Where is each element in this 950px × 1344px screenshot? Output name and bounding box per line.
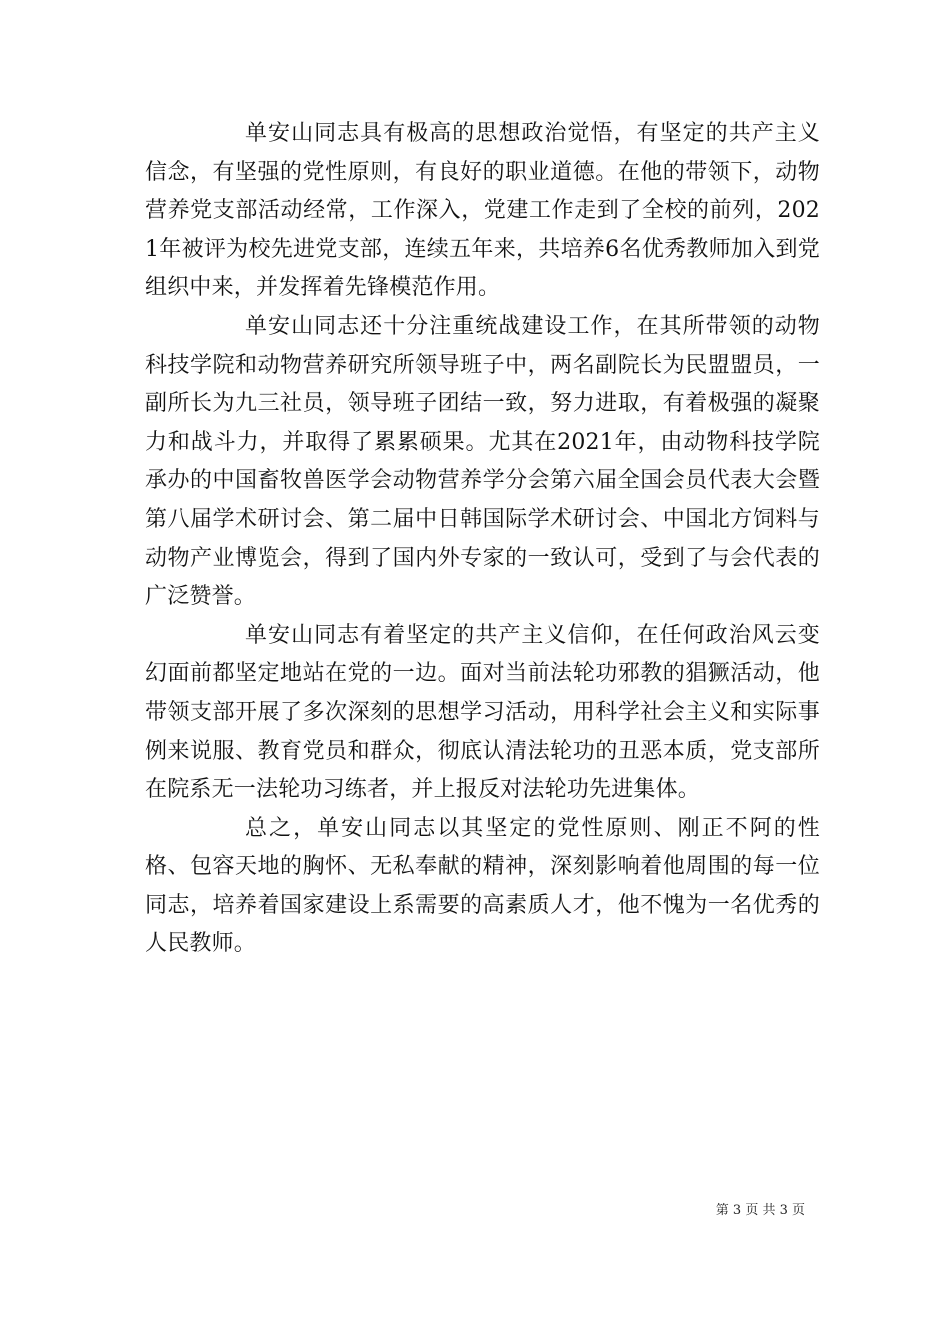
paragraph-2: 单安山同志还十分注重统战建设工作，在其所带领的动物科技学院和动物营养研究所领导班子中，两名副院长为民盟盟员，一副所长为九三社员，领导班子团结一致，努力进取，有着极强的凝聚力和战斗力，并取得了累累硕果。尤其在2021年，由动物科技学院承办的中国畜牧兽医学会动物营养学分会第六届全国会员代表大会暨第八届学术研讨会、第二届中日韩国际学术研讨会、中国北方饲料与动物产业博览会，得到了国内外专家的一致认可，受到了与会代表的广泛赞誉。 xyxy=(145,313,820,610)
paragraph-4: 总之，单安山同志以其坚定的党性原则、刚正不阿的性格、包容天地的胸怀、无私奉献的精神，深刻影响着他周围的每一位同志，培养着国家建设上系需要的高素质人才，他不愧为一名优秀的人民教师。 xyxy=(145,815,820,957)
paragraph-1: 单安山同志具有极高的思想政治觉悟，有坚定的共产主义信念，有坚强的党性原则，有良好的职业道德。在他的带领下，动物营养党支部活动经常，工作深入，党建工作走到了全校的前列，2021年被评为校先进党支部，连续五年来，共培养6名优秀教师加入到党组织中来，并发挥着先锋模范作用。 xyxy=(145,121,820,301)
page-number-footer: 第 3 页 共 3 页 xyxy=(715,1203,805,1218)
paragraph-3: 单安山同志有着坚定的共产主义信仰，在任何政治风云变幻面前都坚定地站在党的一边。面对当前法轮功邪教的猖獗活动，他带领支部开展了多次深刻的思想学习活动，用科学社会主义和实际事例来说服、教育党员和群众，彻底认清法轮功的丑恶本质，党支部所在院系无一法轮功习练者，并上报反对法轮功先进集体。 xyxy=(145,622,820,803)
document-body xyxy=(145,115,820,964)
